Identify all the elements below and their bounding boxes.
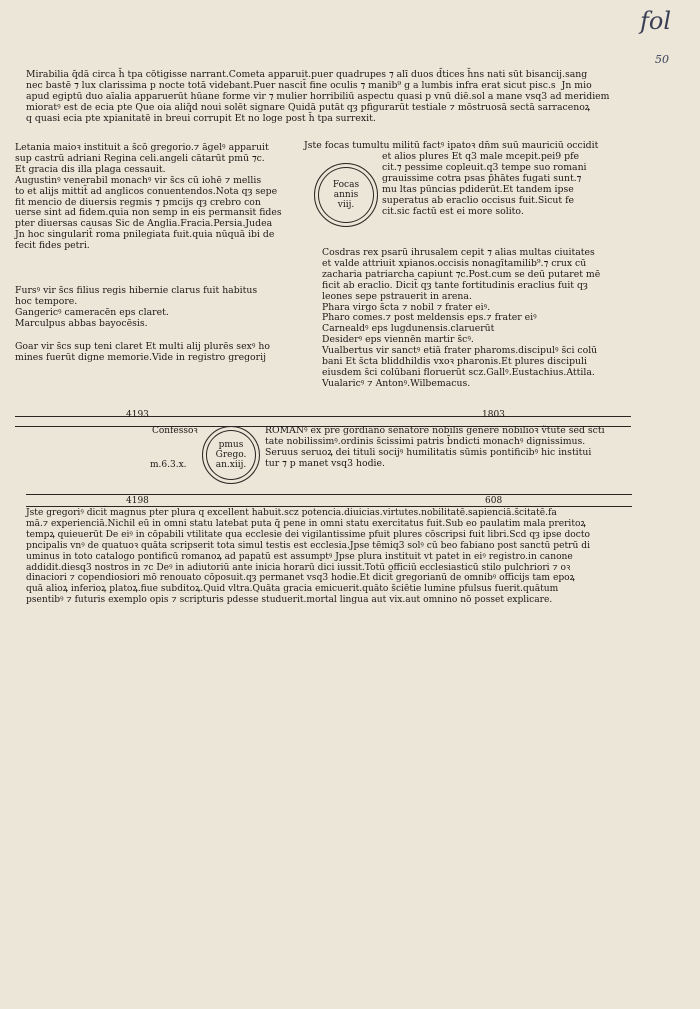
timeline-rule-top (15, 416, 631, 417)
year-left-2: 4198 (126, 496, 149, 506)
timeline-rule-lower-2 (26, 506, 632, 507)
timeline-rule-lower (26, 494, 632, 495)
year-right-1: 1803 (482, 410, 505, 420)
paragraph-fursus: Fursꝰ vir s̄cs filius regis hibernie clarus fuit habitus hoc tempore. Gangericꝰ cameracēn eps claret. Marculpus abbas bayocēsis. (15, 285, 258, 329)
paragraph-phocas: et alios plures Et q3 male mcepit.pei9 pfe cit.⁊ pessime copleuit.q3 tempe suo romani grauissime cotra psas p̄hātes fugati sunt.⁊ mu ltas pūncias pdiderūt.Et tandem ipse superatus ab eraclio occisus fuit.Sicut fe cit.sic factū est ei more solito. (382, 151, 587, 217)
year-right-2: 608 (485, 496, 503, 506)
manuscript-signature: fol (640, 7, 672, 35)
medallion-gregorius (202, 426, 260, 484)
paragraph-phocas-intro: Jste focas tumultu militū factꝰ ipatoꝛ dn̄m suū mauriciū occidit (304, 140, 599, 151)
folio-number: 50 (655, 53, 669, 66)
medallion-gregorius-text: pmus Grego. an.xiij. (215, 440, 247, 470)
paragraph-romanus: ROMANꝰ ex pre gordiano senatore nobilis genere nobilioꝛ ṽtute sed s̄cti tate nobilissimꝰ.ordinis s̄cissimi patris b̄ndicti monachꝰ dignissimus. Seruus seruoꝝ dei tituli socijꝰ humilitatis sūmis pontificibꝰ hic institui tur ⁊ p manet vsq3 hodie. (265, 425, 605, 469)
regnal-years: m.6.3.x. (150, 460, 187, 470)
medallion-phocas-text: Focas annis viij. (332, 180, 360, 210)
paragraph-letania: Letania maioꝛ instituit a s̄cō gregorio.⁊ āgelꝰ apparuit sup castrū adriani Regina celi.angeli cātarūt pmū ⁊c. Et gracia dis illa plaga cessauit. Augustinꝰ venerabil monachꝰ vir s̄cs cū iohē ⁊ mellis to et alijs mittit̄ ad anglicos conuentendos.Nota qȝ sepe fit mencio de diuersis regmis ⁊ pmcijs qȝ crebro con uerse sint ad fidem.quia non semp in eis permansit fides pter diuersas causas Sic de Anglia.Fracia.Persia.Judea Jn hoc singularit̄ roma pnilegiata fuit.quia nūquā ibi de fecit fides petri. (15, 142, 282, 252)
paragraph-cosdras: Cosdras rex psarū ihrusalem cepit ⁊ alias multas ciuitates et valde attriuit xpianos.occisis nonagītamilib⁹.⁊ crux cū zacharia patriarcha capiunt ⁊c.Post.cum se deū putaret mē ficit ab eraclio. Dicit̄ qȝ tante fortitudinis eraclius fuit qȝ leones sepe pstrauerit in arena. Phara virgo s̄cta ⁊ nobil ⁊ frater eiꝰ. Pharo comes.⁊ post meldensis eps.⁊ frater eiꝰ Carnealdꝰ eps lugdunensis.claruerūt Desiderꝰ eps viennēn martir s̄cꝰ. Vualbertus vir sanctꝰ etiā frater pharoms.discipulꝰ s̄ci colū bani Et s̄cta bliddhildis vxoꝛ pharonis.Et plures discipuli eiusdem s̄ci colūbani floruerūt scz.Gallꝰ.Eustachius.Attila. Vualaricꝰ ⁊ Antonꝰ.Wilbemacus. (322, 247, 601, 389)
paragraph-gregorius: Jste gregoriꝰ dicit̄ magnus pter plura q excellent habuit.scz potencia.diuicias.virtutes.nobilitatē.sapienciā.s̄citatē.fa mā.⁊ experienciā.Nichil eū in omni statu latebat puta q̄ pene in omni statu exercitatus fuit.Sub eo paulatim mala preritoꝝ tempꝝ quieuerūt De eiꝰ in cōpabili vtilitate qua ecclesie dei vigilantissime pfuit plures cōscripsi fuit libri.Scd qȝ ipse docto pncipalis vnꝰ de quatuoꝛ quāta scripserit tota simul testis est ecclesia.Jpse tēmiq3 solꝰ cū beo fabiano post sanctū petrū di uminus in toto catalogo pontificū romanoꝝ ad papatū est assumptꝰ Jpse plura instituit vt patet in eiꝰ registro.in canone addidit.diesq3 nostros in ⁊c Deꝰ in adiutoriū ante inicia horarū dici iussit.Totū officiū ecclesiasticū stilo pulchriori ⁊ oꝛ dinaciori ⁊ copendiosiori mō renouato cōposuit.qȝ permanet vsq3 hodie.Et dicit̄ gregorianū de omnibꝰ officijs tam epoꝝ quā alioꝝ inferioꝝ platoꝝ.fiue subditoꝝ.Quid vltra.Quāta gracia emicuerit.quāto s̄ciētie lumine pfulsus fuerit.quātum psentibꝰ ⁊ futuris exemplo opis ⁊ scripturis pdesse studuerit.mortal lingua aut vix.aut omnino nō posset explicare. (26, 508, 590, 606)
confessor-label: Confessoꝛ (152, 426, 198, 436)
medallion-phocas (314, 163, 378, 227)
paragraph-goar: Goar vir s̄cs sup teni claret Et multi alij plurēs sexꝰ ho mines fuerūt digne memorie.Vide in registro gregorij (15, 341, 270, 363)
paragraph-mirabilia: Mirabilia q̄dā circa h̄ tpa cōtigisse narrant.Cometa apparuit.puer quadrupes ⁊ alī duos d̄tices h̄ns nati sūt bisancij.sang nec bastē ⁊ lux clarissima p nocte totā videbant.Puer nascit̄ fine oculis ⁊ manib⁹ g a lumbis infra erat sicut pisc.s Jn mio apud egiptū duo aīalia apparuerūt hūane forme vir ⁊ mulier horribiliū aspectu quasi p vnū diē.sol a mane vsq3 ad meridiem mioratꝰ est de ecia pte Que oia aliq̄d noui solēt signare Quidā putāt qȝ pfigurarūt testiale ⁊ mōstruosā sectā sarracenoꝝ q quasi ecia pte xpianitatē in breui corrupit Et no loge post h̄ tpa surrexit. (26, 69, 610, 124)
year-left-1: 4193 (126, 410, 149, 420)
